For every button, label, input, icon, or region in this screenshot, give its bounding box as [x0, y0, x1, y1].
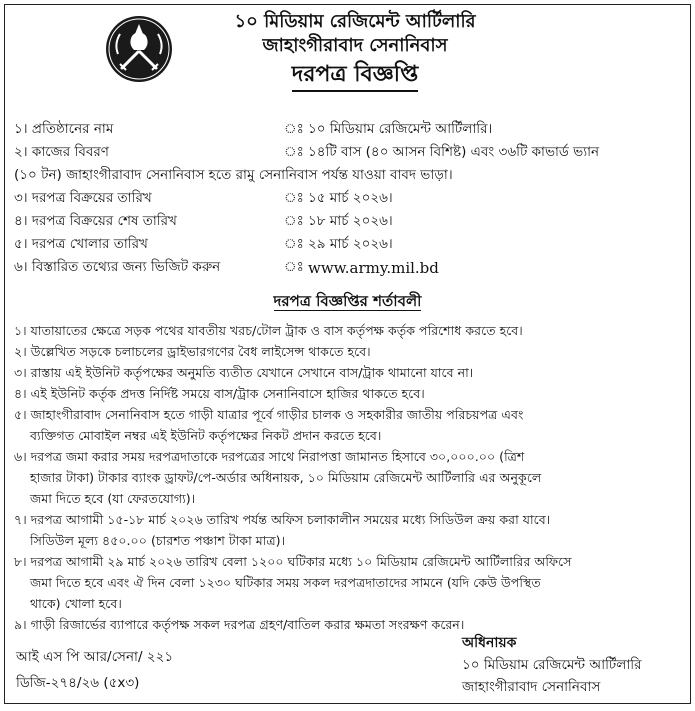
cantonment-name: জাহাংগীরাবাদ সেনানিবাস	[262, 35, 448, 56]
term-line: ব্যক্তিগত মোবাইল নম্বর এই ইউনিট কর্তৃপক্ষের নিকট প্রদান করতে হবে।	[30, 428, 382, 443]
info-colon: ঃ	[284, 259, 304, 275]
term-line: ৩। রাস্তায় এই ইউনিট কর্তৃপক্ষের অনুমতি ব্যতীত যেখানে সেখানে বাস/ট্রাক থামানো যাবে না।	[14, 365, 474, 380]
terms-title-wrap	[0, 290, 695, 315]
info-label: ১। প্রতিষ্ঠানের নাম	[14, 121, 114, 137]
signatory-title: অধিনায়ক	[462, 635, 517, 651]
term-line: ৫। জাহাংগীরাবাদ সেনানিবাস হতে গাড়ী যাত্রার পূর্বে গাড়ীর চালক ও সহকারীর জাতীয় পরিচয়পত্র এবং	[14, 407, 524, 422]
memo-block	[16, 644, 173, 696]
signatory-unit: ১০ মিডিয়াম রেজিমেন্ট আর্টিলারি	[462, 657, 642, 673]
info-label: ৫। দরপত্র খোলার তারিখ	[14, 236, 148, 252]
notice-header	[190, 10, 520, 92]
info-row	[14, 118, 682, 141]
term-line: সিডিউল মূল্য ৪৫০.০০ (চারশত পঞ্চাশ টাকা মাত্র)।	[30, 533, 286, 548]
info-row	[14, 141, 682, 164]
info-row	[14, 187, 682, 210]
info-label: ৬। বিস্তারিত তথ্যের জন্য ভিজিট করুন	[14, 259, 221, 275]
info-colon: ঃ	[284, 144, 304, 160]
website-link[interactable]: www.army.mil.bd	[308, 258, 439, 277]
info-value: ১৫ মার্চ ২০২৬।	[308, 190, 393, 206]
term-line: ৬। দরপত্র জমা করার সময় দরপত্রদাতাকে দরপত্রের সাথে নিরাপত্তা জামানত হিসাবে ৩০,০০০.০০ (ত্রিশ	[14, 449, 525, 464]
term-line: ২। উল্লেখিত সড়কে চলাচলের ড্রাইভারগণের বৈধ লাইসেন্স থাকতে হবে।	[14, 344, 371, 359]
term-line: ৯। গাড়ী রিজার্ভের ব্যাপারে কর্তৃপক্ষ সকল দরপত্র গ্রহণ/বাতিল করার ক্ষমতা সংরক্ষণ করেন।	[14, 617, 465, 632]
info-value: ২৯ মার্চ ২০২৬।	[308, 236, 393, 252]
signatory-place: জাহাংগীরাবাদ সেনানিবাস	[462, 679, 601, 695]
info-value: ১৪টি বাস (৪০ আসন বিশিষ্ট) এবং ৩৬টি কাভার্ড ভ্যান	[308, 144, 600, 160]
term-line: থাকে) খোলা হবে।	[30, 596, 122, 611]
info-label: ৪। দরপত্র বিক্রয়ের শেষ তারিখ	[14, 213, 177, 229]
signature-block	[462, 632, 642, 698]
unit-name: ১০ মিডিয়াম রেজিমেন্ট আর্টিলারি	[234, 11, 476, 32]
term-line: ৭। দরপত্র আগামী ১৫-১৮ মার্চ ২০২৬ তারিখ পর্যন্ত অফিস চলাকালীন সময়ের মধ্যে সিডিউল ক্রয় করা যাবে।	[14, 512, 551, 527]
term-line: জমা দিতে হবে (যা ফেরতযোগ্য)।	[30, 491, 196, 506]
tender-info	[14, 118, 682, 279]
info-row	[14, 256, 682, 279]
info-continuation: (১০ টন) জাহাংগীরাবাদ সেনানিবাস হতে রামু সেনানিবাস পর্যন্ত যাওয়া বাবদ ভাড়া।	[14, 167, 453, 183]
term-line: ৪। এই ইউনিট কর্তৃক প্রদত্ত নির্দিষ্ট সময়ে বাস/ট্রাক সেনানিবাসে হাজির থাকতে হবে।	[14, 386, 425, 401]
info-colon: ঃ	[284, 190, 304, 206]
term-line: জমা দিতে হবে এবং ঐ দিন বেলা ১২৩০ ঘটিকার সময় সকল দরপত্রদাতাদের সামনে (যদি কেউ উপস্থিত	[30, 575, 541, 590]
info-label: ২। কাজের বিবরণ	[14, 144, 109, 160]
memo-number: আই এস পি আর/সেনা/ ২২১	[16, 649, 174, 665]
info-value: ১৮ মার্চ ২০২৬।	[308, 213, 393, 229]
terms-title: দরপত্র বিজ্ঞপ্তির শর্তাবলী	[273, 292, 422, 310]
info-colon: ঃ	[284, 213, 304, 229]
dg-number: ডিজি-২৭৪/২৬ (৫x৩)	[16, 675, 140, 691]
term-line: ১। যাতায়াতের ক্ষেত্রে সড়ক পথের যাবতীয় খরচ/টোল ট্রাক ও বাস কর্তৃপক্ষ কর্তৃক পরিশোধ করতে হবে।	[14, 323, 523, 338]
army-emblem-icon	[104, 14, 174, 84]
term-line: হাজার টাকা) টাকার ব্যাংক ড্রাফট/পে-অর্ডার অধিনায়ক, ১০ মিডিয়াম রেজিমেন্ট আর্টিলারি এর অনুকূলে	[30, 470, 542, 485]
terms-list	[14, 320, 684, 635]
term-line: ৮। দরপত্র আগামী ২৯ মার্চ ২০২৬ তারিখ বেলা ১২০০ ঘটিকার মধ্যে ১০ মিডিয়াম রেজিমেন্ট আর্টিলারির অফিসে	[14, 554, 572, 569]
info-colon: ঃ	[284, 236, 304, 252]
info-row	[14, 210, 682, 233]
info-colon: ঃ	[284, 121, 304, 137]
notice-title: দরপত্র বিজ্ঞপ্তি	[292, 60, 418, 92]
info-label: ৩। দরপত্র বিক্রয়ের তারিখ	[14, 190, 152, 206]
info-row	[14, 233, 682, 256]
info-value: ১০ মিডিয়াম রেজিমেন্ট আর্টিলারি।	[308, 121, 493, 137]
